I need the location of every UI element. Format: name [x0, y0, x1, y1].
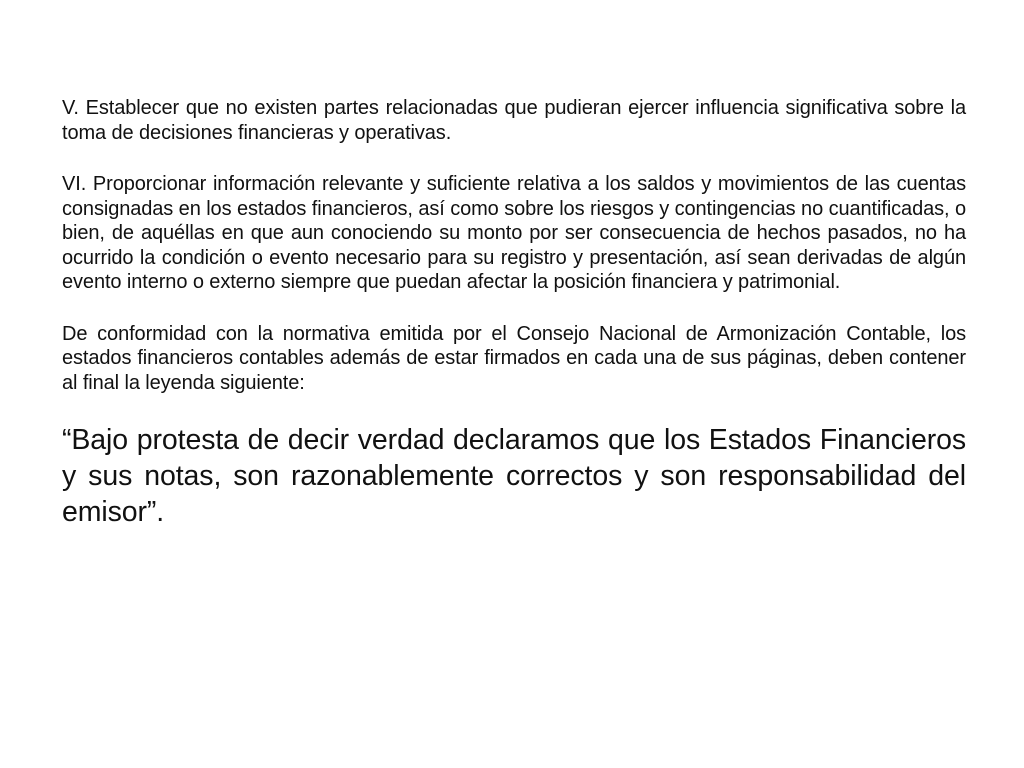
slide-body [62, 96, 966, 530]
paragraph-item-v: V. Establecer que no existen partes relacionadas que pudieran ejercer influencia significativa sobre la toma de decisiones financieras y operativas. [62, 97, 966, 144]
legend-quote: “Bajo protesta de decir verdad declaramos que los Estados Financieros y sus notas, son razonablemente correctos y son responsabilidad del emisor”. [62, 424, 966, 528]
paragraph-item-vi: VI. Proporcionar información relevante y suficiente relativa a los saldos y movimientos de las cuentas consignadas en los estados financieros, así como sobre los riesgos y contingencias no cuantificadas, o bien, de aquéllas en que aun conociendo su monto por ser consecuencia de hechos pasados, no ha ocurrido la condición o evento necesario para su registro y presentación, así sean derivadas de algún evento interno o externo siempre que puedan afectar la posición financiera y patrimonial. [62, 173, 966, 293]
paragraph-intro: De conformidad con la normativa emitida por el Consejo Nacional de Armonización Contable, los estados financieros contables además de estar firmados en cada una de sus páginas, deben contener al final la leyenda siguiente: [62, 322, 966, 394]
